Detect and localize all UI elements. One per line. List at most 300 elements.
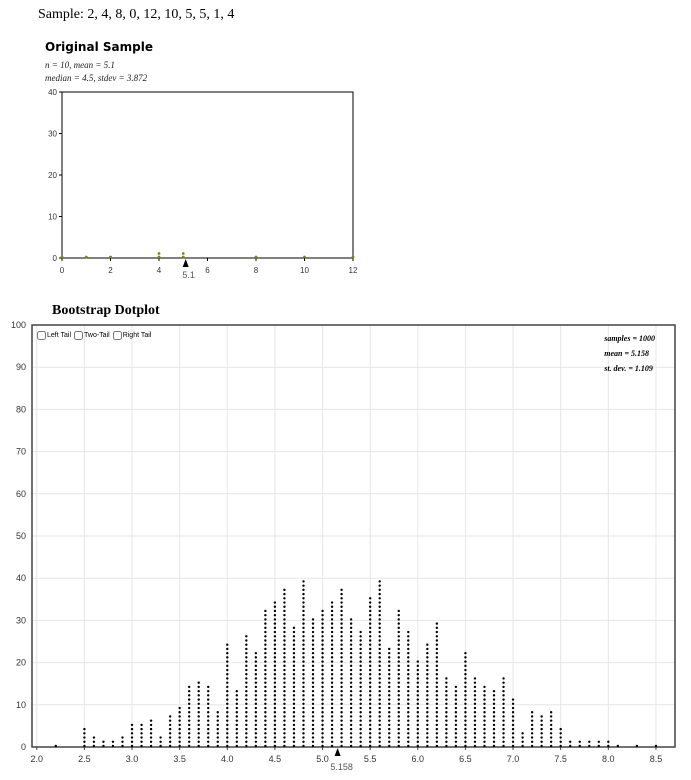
bootstrap-dot xyxy=(350,724,352,726)
bootstrap-dot xyxy=(407,686,409,688)
bootstrap-dot xyxy=(388,669,390,671)
bootstrap-dot xyxy=(445,677,447,679)
bootstrap-dot xyxy=(169,736,171,738)
bootstrap-dot xyxy=(255,703,257,705)
bootstrap-dot xyxy=(579,745,581,747)
bootstrap-dot xyxy=(455,732,457,734)
bootstrap-dot xyxy=(398,732,400,734)
bootstrap-dot xyxy=(207,724,209,726)
bootstrap-dot xyxy=(512,715,514,717)
bootstrap-dot xyxy=(426,698,428,700)
bootstrap-dot xyxy=(378,652,380,654)
bootstrap-dot xyxy=(559,728,561,730)
bootstrap-dot xyxy=(255,686,257,688)
bootstrap-dot xyxy=(274,601,276,603)
bootstrap-dot xyxy=(207,715,209,717)
bootstrap-dot xyxy=(483,707,485,709)
bootstrap-dot xyxy=(264,698,266,700)
original-x-tick-label: 2 xyxy=(108,266,113,275)
bootstrap-dot xyxy=(302,627,304,629)
bootstrap-dot xyxy=(445,719,447,721)
bootstrap-samples-stat: samples = 1000 xyxy=(604,334,655,343)
bootstrap-dot xyxy=(274,677,276,679)
bootstrap-y-tick-label: 60 xyxy=(15,488,26,499)
bootstrap-dot xyxy=(369,707,371,709)
bootstrap-dot xyxy=(283,618,285,620)
bootstrap-dot xyxy=(398,669,400,671)
bootstrap-dot xyxy=(283,719,285,721)
bootstrap-dot xyxy=(388,711,390,713)
bootstrap-dot xyxy=(331,635,333,637)
bootstrap-dot xyxy=(464,660,466,662)
bootstrap-dot xyxy=(188,719,190,721)
bootstrap-dot xyxy=(607,745,609,747)
bootstrap-dot xyxy=(245,677,247,679)
bootstrap-dot xyxy=(474,677,476,679)
bootstrap-dot xyxy=(245,728,247,730)
bootstrap-dot xyxy=(350,673,352,675)
bootstrap-dot xyxy=(283,724,285,726)
bootstrap-dot xyxy=(283,673,285,675)
bootstrap-dot xyxy=(217,736,219,738)
bootstrap-dot xyxy=(502,724,504,726)
bootstrap-x-tick-label: 5.5 xyxy=(363,754,377,764)
bootstrap-dot xyxy=(369,711,371,713)
bootstrap-dot xyxy=(445,686,447,688)
bootstrap-dot xyxy=(198,690,200,692)
bootstrap-dot xyxy=(302,665,304,667)
bootstrap-dot xyxy=(426,719,428,721)
bootstrap-dot xyxy=(388,656,390,658)
left-tail-label: Left Tail xyxy=(47,332,71,339)
bootstrap-dot xyxy=(340,669,342,671)
bootstrap-dot xyxy=(483,698,485,700)
bootstrap-dot xyxy=(312,682,314,684)
bootstrap-dot xyxy=(350,669,352,671)
bootstrap-dot xyxy=(264,610,266,612)
bootstrap-dot xyxy=(274,639,276,641)
bootstrap-dot xyxy=(236,724,238,726)
bootstrap-dot xyxy=(369,741,371,743)
bootstrap-dot xyxy=(293,677,295,679)
bootstrap-dot xyxy=(255,669,257,671)
bootstrap-dot xyxy=(436,631,438,633)
bootstrap-dot xyxy=(188,703,190,705)
bootstrap-dot xyxy=(188,690,190,692)
bootstrap-dot xyxy=(398,610,400,612)
bootstrap-dot xyxy=(369,622,371,624)
bootstrap-dot xyxy=(455,715,457,717)
bootstrap-dot xyxy=(407,694,409,696)
bootstrap-dot xyxy=(359,660,361,662)
bootstrap-dot xyxy=(445,715,447,717)
bootstrap-dot xyxy=(274,736,276,738)
bootstrap-dot xyxy=(502,745,504,747)
bootstrap-dot xyxy=(455,698,457,700)
bootstrap-dot xyxy=(550,715,552,717)
bootstrap-dot xyxy=(207,711,209,713)
bootstrap-dot xyxy=(378,677,380,679)
bootstrap-dot xyxy=(340,665,342,667)
bootstrap-dot xyxy=(340,606,342,608)
bootstrap-dot xyxy=(226,656,228,658)
right-tail-checkbox[interactable] xyxy=(113,331,122,340)
bootstrap-dot xyxy=(207,741,209,743)
bootstrap-dot xyxy=(407,652,409,654)
bootstrap-dot xyxy=(321,660,323,662)
bootstrap-x-tick-label: 7.5 xyxy=(554,754,567,764)
bootstrap-y-tick-label: 70 xyxy=(15,446,26,457)
bootstrap-dot xyxy=(483,732,485,734)
bootstrap-dot xyxy=(236,698,238,700)
bootstrap-dot xyxy=(378,580,380,582)
bootstrap-dot xyxy=(607,741,609,743)
bootstrap-dot xyxy=(302,589,304,591)
bootstrap-dot xyxy=(274,673,276,675)
bootstrap-dot xyxy=(464,719,466,721)
bootstrap-dot xyxy=(369,686,371,688)
bootstrap-dot xyxy=(321,665,323,667)
bootstrap-dot xyxy=(407,724,409,726)
bootstrap-dot xyxy=(274,627,276,629)
bootstrap-dot xyxy=(455,694,457,696)
bootstrap-dot xyxy=(340,728,342,730)
bootstrap-dot xyxy=(83,736,85,738)
bootstrap-dot xyxy=(245,656,247,658)
bootstrap-dot xyxy=(426,669,428,671)
bootstrap-dot xyxy=(302,728,304,730)
left-tail-option[interactable] xyxy=(37,331,71,340)
bootstrap-dot xyxy=(264,635,266,637)
bootstrap-dot xyxy=(359,719,361,721)
bootstrap-dot xyxy=(312,622,314,624)
bootstrap-dot xyxy=(559,741,561,743)
bootstrap-dot xyxy=(493,698,495,700)
bootstrap-dot xyxy=(312,673,314,675)
bootstrap-dot xyxy=(398,719,400,721)
bootstrap-dot xyxy=(369,648,371,650)
bootstrap-dot xyxy=(302,719,304,721)
bootstrap-mean-stat: mean = 5.158 xyxy=(604,349,649,358)
bootstrap-dot xyxy=(312,686,314,688)
bootstrap-dot xyxy=(169,728,171,730)
bootstrap-dot xyxy=(445,707,447,709)
bootstrap-dot xyxy=(274,665,276,667)
bootstrap-dot xyxy=(407,745,409,747)
right-tail-option[interactable] xyxy=(113,331,152,340)
bootstrap-dot xyxy=(274,724,276,726)
bootstrap-dot xyxy=(226,652,228,654)
bootstrap-dot xyxy=(359,648,361,650)
bootstrap-dot xyxy=(388,724,390,726)
two-tail-option[interactable] xyxy=(74,331,110,340)
bootstrap-dot xyxy=(264,614,266,616)
bootstrap-dot xyxy=(378,707,380,709)
bootstrap-dot xyxy=(350,627,352,629)
bootstrap-dot xyxy=(378,673,380,675)
bootstrap-dot xyxy=(283,669,285,671)
bootstrap-dot xyxy=(445,741,447,743)
bootstrap-dot xyxy=(359,711,361,713)
bootstrap-dot xyxy=(321,614,323,616)
bootstrap-dot xyxy=(378,614,380,616)
bootstrap-dot xyxy=(378,711,380,713)
bootstrap-dot xyxy=(283,656,285,658)
left-tail-checkbox[interactable] xyxy=(37,331,46,340)
bootstrap-dot xyxy=(188,745,190,747)
bootstrap-dot xyxy=(140,741,142,743)
bootstrap-dot xyxy=(169,724,171,726)
bootstrap-dot xyxy=(483,694,485,696)
bootstrap-dot xyxy=(359,732,361,734)
bootstrap-dot xyxy=(274,652,276,654)
bootstrap-dot xyxy=(350,644,352,646)
bootstrap-dot xyxy=(417,736,419,738)
bootstrap-dot xyxy=(369,715,371,717)
bootstrap-dot xyxy=(455,741,457,743)
bootstrap-dot xyxy=(245,745,247,747)
bootstrap-dot xyxy=(359,690,361,692)
bootstrap-dot xyxy=(464,652,466,654)
bootstrap-dot xyxy=(350,660,352,662)
bootstrap-dot xyxy=(502,682,504,684)
bootstrap-dot xyxy=(398,648,400,650)
bootstrap-dot xyxy=(131,736,133,738)
bootstrap-dot xyxy=(493,711,495,713)
original-x-tick-label: 12 xyxy=(348,266,358,275)
bootstrap-dot xyxy=(493,736,495,738)
bootstrap-dot xyxy=(455,745,457,747)
two-tail-checkbox[interactable] xyxy=(74,331,83,340)
bootstrap-dot xyxy=(359,682,361,684)
bootstrap-dot xyxy=(264,639,266,641)
bootstrap-dot xyxy=(226,665,228,667)
bootstrap-dot xyxy=(302,622,304,624)
bootstrap-dot xyxy=(331,711,333,713)
bootstrap-dot xyxy=(388,719,390,721)
bootstrap-dot xyxy=(407,656,409,658)
bootstrap-dot xyxy=(302,660,304,662)
bootstrap-dot xyxy=(436,745,438,747)
right-tail-label: Right Tail xyxy=(122,332,152,339)
bootstrap-dot xyxy=(312,656,314,658)
bootstrap-dot xyxy=(302,736,304,738)
bootstrap-dot xyxy=(274,711,276,713)
bootstrap-dot xyxy=(540,745,542,747)
bootstrap-dot xyxy=(131,732,133,734)
bootstrap-dot xyxy=(407,741,409,743)
bootstrap-dot xyxy=(93,745,95,747)
bootstrap-dot xyxy=(264,686,266,688)
bootstrap-dot xyxy=(217,715,219,717)
bootstrap-dot xyxy=(359,656,361,658)
bootstrap-dot xyxy=(207,686,209,688)
bootstrap-dot xyxy=(407,690,409,692)
bootstrap-dot xyxy=(398,690,400,692)
bootstrap-dot xyxy=(207,694,209,696)
bootstrap-dot xyxy=(55,745,57,747)
bootstrap-dot xyxy=(369,627,371,629)
bootstrap-dot xyxy=(407,715,409,717)
bootstrap-dot xyxy=(502,686,504,688)
bootstrap-dot xyxy=(331,686,333,688)
bootstrap-dot xyxy=(312,694,314,696)
bootstrap-dot xyxy=(464,724,466,726)
bootstrap-dot xyxy=(83,745,85,747)
bootstrap-dot xyxy=(274,682,276,684)
bootstrap-dot xyxy=(255,682,257,684)
bootstrap-dot xyxy=(274,660,276,662)
bootstrap-dot xyxy=(474,686,476,688)
bootstrap-dot xyxy=(445,728,447,730)
bootstrap-dot xyxy=(436,648,438,650)
bootstrap-dot xyxy=(226,648,228,650)
bootstrap-dot xyxy=(255,715,257,717)
bootstrap-dot xyxy=(331,652,333,654)
bootstrap-dot xyxy=(398,741,400,743)
bootstrap-dot xyxy=(302,618,304,620)
bootstrap-y-tick-label: 80 xyxy=(15,404,26,415)
bootstrap-dot xyxy=(178,707,180,709)
bootstrap-dot xyxy=(340,601,342,603)
bootstrap-dot xyxy=(340,589,342,591)
bootstrap-dot xyxy=(340,652,342,654)
bootstrap-dot xyxy=(321,707,323,709)
bootstrap-dot xyxy=(302,601,304,603)
bootstrap-dot xyxy=(293,719,295,721)
bootstrap-dot xyxy=(321,728,323,730)
bootstrap-dot xyxy=(407,673,409,675)
bootstrap-dot xyxy=(512,703,514,705)
bootstrap-dot xyxy=(359,677,361,679)
bootstrap-dot xyxy=(226,644,228,646)
bootstrap-dot xyxy=(369,736,371,738)
bootstrap-dot xyxy=(226,707,228,709)
bootstrap-dot xyxy=(483,711,485,713)
original-stats-n-mean: n = 10, mean = 5.1 xyxy=(45,60,115,70)
bootstrap-dot xyxy=(293,627,295,629)
bootstrap-dot xyxy=(417,707,419,709)
bootstrap-dot xyxy=(274,635,276,637)
bootstrap-dot xyxy=(464,677,466,679)
bootstrap-dot xyxy=(340,618,342,620)
bootstrap-dot xyxy=(283,694,285,696)
bootstrap-dot xyxy=(388,745,390,747)
bootstrap-dot xyxy=(293,644,295,646)
bootstrap-dot xyxy=(359,652,361,654)
bootstrap-mean-label: 5.158 xyxy=(330,762,353,772)
bootstrap-dot xyxy=(169,745,171,747)
bootstrap-dot xyxy=(321,618,323,620)
bootstrap-dot xyxy=(407,732,409,734)
bootstrap-dot xyxy=(398,635,400,637)
bootstrap-dot xyxy=(245,732,247,734)
bootstrap-dot xyxy=(407,703,409,705)
bootstrap-x-tick-label: 2.0 xyxy=(30,754,44,764)
bootstrap-dot xyxy=(331,618,333,620)
bootstrap-dot xyxy=(483,715,485,717)
bootstrap-dot xyxy=(198,741,200,743)
bootstrap-dot xyxy=(312,736,314,738)
bootstrap-dot xyxy=(436,728,438,730)
bootstrap-dot xyxy=(283,698,285,700)
bootstrap-dot xyxy=(255,698,257,700)
bootstrap-dot xyxy=(369,631,371,633)
bootstrap-dot xyxy=(540,736,542,738)
bootstrap-dot xyxy=(331,728,333,730)
bootstrap-dot xyxy=(417,732,419,734)
bootstrap-y-tick-label: 90 xyxy=(15,362,26,373)
bootstrap-dot xyxy=(340,745,342,747)
bootstrap-dot xyxy=(359,728,361,730)
bootstrap-dot xyxy=(436,690,438,692)
bootstrap-dot xyxy=(226,677,228,679)
bootstrap-dot xyxy=(350,648,352,650)
bootstrap-dot xyxy=(283,728,285,730)
bootstrap-dot xyxy=(321,639,323,641)
bootstrap-dot xyxy=(274,728,276,730)
bootstrap-dot xyxy=(312,669,314,671)
bootstrap-dot xyxy=(283,707,285,709)
bootstrap-dot xyxy=(359,644,361,646)
bootstrap-dot xyxy=(388,715,390,717)
bootstrap-dot xyxy=(350,635,352,637)
bootstrap-dot xyxy=(245,669,247,671)
bootstrap-dot xyxy=(245,644,247,646)
bootstrap-dot xyxy=(159,736,161,738)
bootstrap-dot xyxy=(398,682,400,684)
tail-options xyxy=(37,331,151,340)
bootstrap-dot xyxy=(407,669,409,671)
bootstrap-stats xyxy=(604,331,655,376)
bootstrap-dot xyxy=(369,732,371,734)
bootstrap-dot xyxy=(283,614,285,616)
bootstrap-dot xyxy=(283,593,285,595)
bootstrap-dot xyxy=(217,724,219,726)
bootstrap-dot xyxy=(207,745,209,747)
bootstrap-dot xyxy=(226,736,228,738)
bootstrap-dot xyxy=(302,673,304,675)
bootstrap-dot xyxy=(550,736,552,738)
bootstrap-dot xyxy=(312,732,314,734)
bootstrap-dot xyxy=(464,690,466,692)
bootstrap-dot xyxy=(302,677,304,679)
bootstrap-dot xyxy=(521,741,523,743)
bootstrap-dot xyxy=(302,711,304,713)
bootstrap-dot xyxy=(188,732,190,734)
bootstrap-dot xyxy=(178,745,180,747)
bootstrap-dot xyxy=(188,707,190,709)
bootstrap-dot xyxy=(464,745,466,747)
bootstrap-dot xyxy=(131,724,133,726)
bootstrap-dot xyxy=(350,631,352,633)
bootstrap-dot xyxy=(331,694,333,696)
bootstrap-dot xyxy=(512,732,514,734)
bootstrap-dot xyxy=(398,694,400,696)
bootstrap-dot xyxy=(455,736,457,738)
bootstrap-dot xyxy=(369,618,371,620)
bootstrap-dot xyxy=(302,614,304,616)
bootstrap-dot xyxy=(283,682,285,684)
bootstrap-dot xyxy=(417,711,419,713)
bootstrap-dot xyxy=(293,745,295,747)
bootstrap-dot xyxy=(236,694,238,696)
bootstrap-dot xyxy=(264,741,266,743)
bootstrap-x-tick-label: 8.0 xyxy=(602,754,615,764)
bootstrap-dot xyxy=(274,741,276,743)
bootstrap-dot xyxy=(293,698,295,700)
bootstrap-dot xyxy=(331,715,333,717)
